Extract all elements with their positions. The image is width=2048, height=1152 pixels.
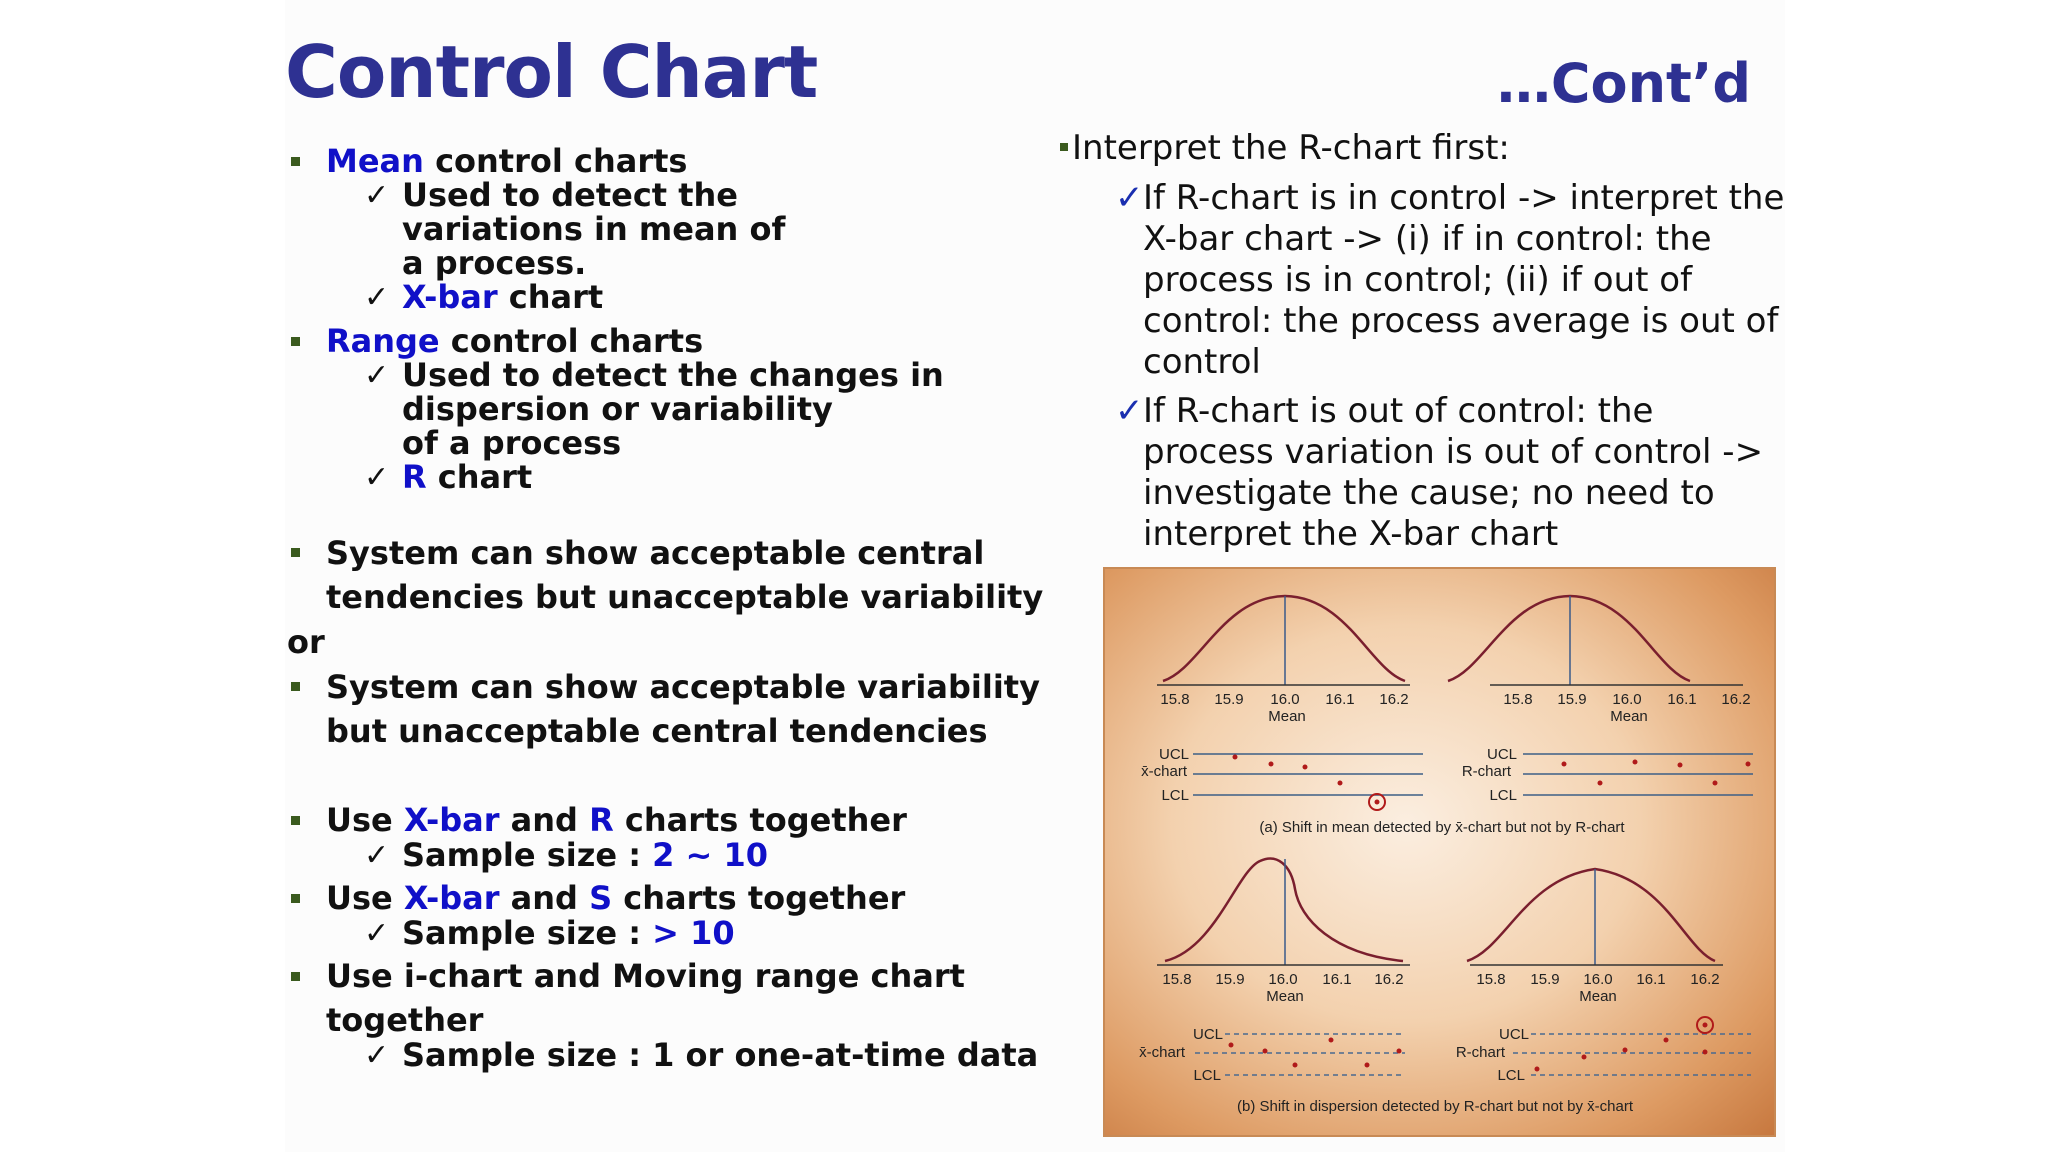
svg-text:R-chart: R-chart (1461, 763, 1511, 780)
svg-text:R-chart: R-chart (1455, 1044, 1505, 1061)
svg-text:16.2: 16.2 (1721, 691, 1751, 708)
range-detail-line: dispersion or variability (402, 390, 833, 428)
svg-text:Mean: Mean (1266, 988, 1304, 1005)
curve-b-left (1157, 859, 1410, 965)
sample-size-item: Sample size : 1 or one-at-time data (402, 1036, 1039, 1074)
r-in-control-line: If R-chart is in control -> interpret the (1143, 178, 1785, 218)
svg-text:15.8: 15.8 (1476, 971, 1506, 988)
rchart-b (1456, 1017, 1751, 1084)
svg-text:16.1: 16.1 (1667, 691, 1697, 708)
system-line: System can show acceptable central (326, 534, 985, 572)
svg-text:15.9: 15.9 (1214, 691, 1244, 708)
ticks-b-left (1162, 971, 1403, 1005)
r-out-control-line: process variation is out of control -> (1143, 432, 1764, 472)
check-icon: ✓ (364, 280, 390, 315)
svg-text:UCL: UCL (1192, 1026, 1223, 1043)
svg-text:16.2: 16.2 (1374, 971, 1404, 988)
svg-text:16.0: 16.0 (1612, 691, 1642, 708)
svg-text:16.0: 16.0 (1268, 971, 1298, 988)
svg-text:16.2: 16.2 (1690, 971, 1720, 988)
r-in-control-line: X-bar chart -> (i) if in control: the (1143, 219, 1712, 259)
or-text: or (287, 623, 325, 661)
svg-text:15.8: 15.8 (1162, 971, 1192, 988)
svg-text:Mean: Mean (1579, 988, 1617, 1005)
r-out-control-line: investigate the cause; no need to (1143, 473, 1715, 513)
caption-b: (b) Shift in dispersion detected by R-chart but not by x̄-chart (1236, 1098, 1634, 1115)
svg-text:Mean: Mean (1268, 708, 1306, 725)
svg-text:15.8: 15.8 (1160, 691, 1190, 708)
control-chart-figure (1103, 567, 1776, 1137)
bullet-icon (291, 337, 300, 346)
check-icon: ✓ (364, 838, 390, 873)
curve-a-left (1157, 596, 1410, 685)
use-xbar-s-item: Use X-bar and S charts together (326, 879, 906, 917)
use-ichart-line: together (326, 1001, 484, 1039)
r-out-control-line: interpret the X-bar chart (1143, 514, 1559, 554)
svg-text:x̄-chart: x̄-chart (1139, 1044, 1185, 1061)
xchart-b (1139, 1026, 1405, 1084)
svg-text:16.1: 16.1 (1322, 971, 1352, 988)
r-out-control-line: If R-chart is out of control: the (1143, 391, 1654, 431)
ticks-a-left (1160, 691, 1408, 725)
check-icon: ✓ (364, 460, 390, 495)
range-charts-item: Range control charts (326, 322, 704, 360)
xbar-chart-item: X-bar chart (402, 278, 604, 316)
svg-text:x̄-chart: x̄-chart (1141, 763, 1187, 780)
svg-text:16.0: 16.0 (1583, 971, 1613, 988)
ticks-b-right (1476, 971, 1719, 1005)
bullet-icon (291, 682, 300, 691)
svg-text:16.1: 16.1 (1636, 971, 1666, 988)
use-ichart-line: Use i-chart and Moving range chart (326, 957, 965, 995)
mean-detail-line: Used to detect the (402, 176, 738, 214)
svg-text:16.1: 16.1 (1325, 691, 1355, 708)
curve-a-right (1448, 596, 1743, 685)
system-line: System can show acceptable variability (326, 668, 1040, 706)
page-title: Control Chart (285, 30, 818, 114)
bullet-icon (291, 816, 300, 825)
r-in-control-line: process is in control; (ii) if out of (1143, 260, 1693, 300)
svg-text:LCL: LCL (1497, 1067, 1525, 1084)
system-line: but unacceptable central tendencies (326, 712, 988, 750)
check-icon: ✓ (1115, 178, 1144, 218)
svg-text:15.9: 15.9 (1530, 971, 1560, 988)
svg-text:15.8: 15.8 (1503, 691, 1533, 708)
curve-b-right (1467, 869, 1723, 965)
svg-text:LCL: LCL (1193, 1067, 1221, 1084)
range-detail-line: of a process (402, 424, 622, 462)
r-in-control-line: control: the process average is out of (1143, 301, 1779, 341)
check-icon: ✓ (364, 1038, 390, 1073)
rchart-a (1462, 746, 1753, 804)
use-xbar-r-item: Use X-bar and R charts together (326, 801, 907, 839)
mean-charts-item: Mean control charts (326, 142, 688, 180)
caption-a: (a) Shift in mean detected by x̄-chart but not by R-chart (1259, 819, 1625, 836)
r-in-control-line: control (1143, 342, 1261, 382)
bullet-icon (291, 157, 300, 166)
svg-text:Mean: Mean (1610, 708, 1648, 725)
sample-size-item: Sample size : > 10 (402, 914, 735, 952)
check-icon: ✓ (364, 916, 390, 951)
check-icon: ✓ (364, 358, 390, 393)
svg-text:LCL: LCL (1489, 787, 1517, 804)
mean-detail-line: variations in mean of (402, 210, 786, 248)
figure-svg (1105, 569, 1778, 1139)
continued-label: …Cont’d (1496, 52, 1751, 115)
xchart-a (1141, 746, 1423, 810)
bullet-icon (1060, 143, 1068, 151)
bullet-icon (291, 548, 300, 557)
svg-text:16.2: 16.2 (1379, 691, 1409, 708)
check-icon: ✓ (1115, 391, 1144, 431)
bullet-icon (291, 894, 300, 903)
svg-text:15.9: 15.9 (1557, 691, 1587, 708)
check-icon: ✓ (364, 178, 390, 213)
sample-size-item: Sample size : 2 ~ 10 (402, 836, 769, 874)
ticks-a-right (1503, 691, 1750, 725)
system-line: tendencies but unacceptable variability (326, 578, 1044, 616)
mean-detail-line: a process. (402, 244, 587, 282)
bullet-icon (291, 972, 300, 981)
svg-text:UCL: UCL (1486, 746, 1517, 763)
range-detail-line: Used to detect the changes in (402, 356, 944, 394)
r-chart-item: R chart (402, 458, 533, 496)
svg-text:16.0: 16.0 (1270, 691, 1300, 708)
svg-text:15.9: 15.9 (1215, 971, 1245, 988)
interpret-r-chart-heading: Interpret the R-chart first: (1072, 128, 1510, 168)
svg-text:LCL: LCL (1161, 787, 1189, 804)
svg-text:UCL: UCL (1158, 746, 1189, 763)
svg-text:UCL: UCL (1498, 1026, 1529, 1043)
